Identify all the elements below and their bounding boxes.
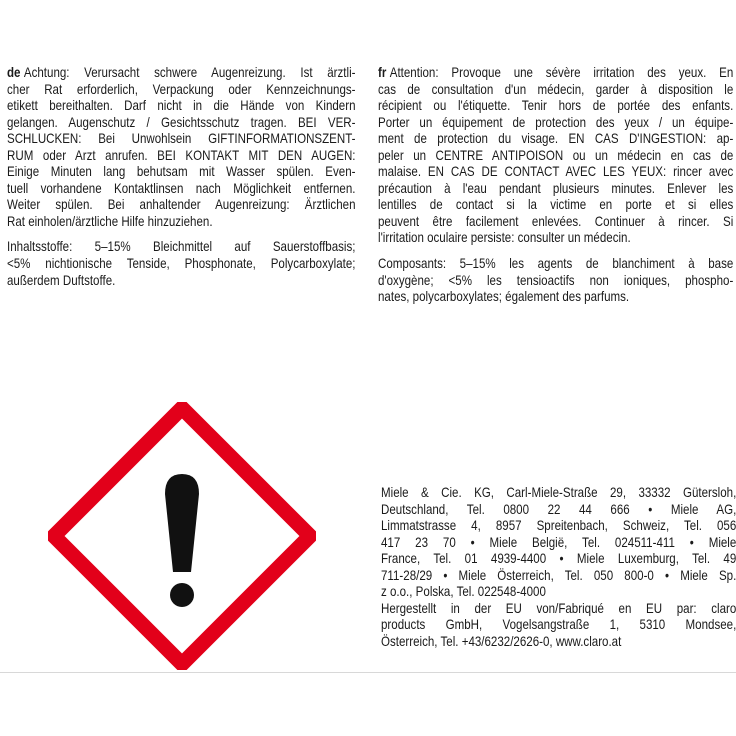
text-line — [7, 239, 356, 256]
text-line-content: <5% nichtionische Tenside, Phosphonate, Polycarboxylate; — [7, 256, 356, 272]
text-line — [381, 584, 736, 601]
text-line-content: Composants: 5–15% les agents de blanchiment à base — [378, 256, 734, 272]
text-line-content: peuvent être facilement enlevées. Continuer à rincer. Si — [378, 213, 734, 229]
text-line-content: SCHLUCKEN: Bei Unwohlsein GIFTINFORMATIONSZENT- — [7, 131, 356, 147]
text-line-content: Deutschland, Tel. 0800 22 44 666 • Miele AG, — [381, 501, 736, 517]
text-line-content: etikett bereithalten. Darf nicht in die Hände von Kindern — [7, 98, 356, 114]
text-line-content: l'irritation oculaire persiste: consulter un médecin. — [378, 230, 631, 246]
text-line — [381, 535, 736, 552]
text-line — [378, 98, 733, 115]
text-line — [378, 148, 733, 165]
text-line — [378, 256, 733, 273]
text-line-content: récipient ou l'étiquette. Tenir hors de portée des enfants. — [378, 98, 734, 114]
text-line — [7, 82, 356, 99]
text-line — [381, 518, 736, 535]
text-line-content: d'oxygène; <5% les tensioactifs non ioniques, phospho- — [378, 272, 734, 288]
text-line-content: Einige Minuten lang behutsam mit Wasser spülen. Even- — [7, 164, 356, 180]
text-line-content: peler un CENTRE ANTIPOISON ou un médecin en cas de — [378, 147, 734, 163]
text-line — [7, 181, 356, 198]
text-line — [7, 273, 356, 290]
text-line-content: Weiter spülen. Bei anhaltender Augenreizung: Ärztlichen — [7, 197, 356, 213]
text-line — [378, 82, 733, 99]
text-line-content: précaution à l'eau pendant plusieurs minutes. Enlever les — [378, 180, 734, 196]
text-line-content: Miele & Cie. KG, Carl-Miele-Straße 29, 33332 Gütersloh, — [381, 485, 736, 500]
text-line-content: Österreich, Tel. +43/6232/2626-0, www.claro.at — [381, 633, 622, 649]
text-line-content: ment de protection du visage. EN CAS D'INGESTION: ap- — [378, 131, 734, 147]
text-line — [7, 164, 356, 181]
language-code: fr — [378, 65, 387, 80]
text-line — [378, 214, 733, 231]
text-line-content: RUM oder Arzt anrufen. BEI KONTAKT MIT DEN AUGEN: — [7, 147, 356, 163]
text-line-content: lentilles de contact si la victime en porte et si elles — [378, 197, 734, 213]
french-warning — [378, 65, 733, 247]
text-line — [378, 65, 733, 82]
manufacturer-info — [381, 601, 736, 651]
text-line — [7, 65, 356, 82]
divider-line — [0, 672, 736, 673]
text-line — [378, 131, 733, 148]
miele-addresses — [381, 485, 736, 601]
text-line — [381, 634, 736, 651]
text-line — [381, 502, 736, 519]
text-line-content: products GmbH, Vogelsangstraße 1, 5310 Mondsee, — [381, 617, 736, 633]
text-line — [378, 181, 733, 198]
text-line-content: 711-28/29 • Miele Österreich, Tel. 050 800-0 • Miele Sp. — [381, 567, 736, 583]
german-ingredients — [7, 239, 356, 289]
text-line-content: Porter un équipement de protection des yeux / un équipe- — [378, 114, 734, 130]
text-line — [378, 273, 733, 290]
french-ingredients — [378, 256, 733, 306]
text-line-content: France, Tel. 01 4939-4400 • Miele Luxemburg, Tel. 49 — [381, 551, 736, 567]
text-line-content: z o.o., Polska, Tel. 022548-4000 — [381, 584, 546, 600]
text-line — [7, 115, 356, 132]
manufacturer-addresses — [381, 485, 736, 650]
text-line — [381, 568, 736, 585]
text-line — [7, 197, 356, 214]
text-line — [378, 115, 733, 132]
text-line-content: Attention: Provoque une sévère irritation des yeux. En — [389, 65, 734, 80]
text-line-content: cher Rat erforderlich, Verpackung oder Kennzeichnungs- — [7, 81, 356, 97]
text-line — [378, 230, 733, 247]
text-line — [7, 98, 356, 115]
german-section — [7, 65, 356, 298]
text-line — [378, 164, 733, 181]
text-line-content: Hergestellt in der EU von/Fabriqué en EU par: claro — [381, 600, 736, 616]
text-line — [378, 197, 733, 214]
text-line-content: Inhaltsstoffe: 5–15% Bleichmittel auf Sauerstoffbasis; — [7, 239, 356, 255]
text-line — [381, 601, 736, 618]
text-line — [7, 148, 356, 165]
text-line — [381, 551, 736, 568]
text-line — [378, 289, 733, 306]
text-line — [381, 617, 736, 634]
text-line-content: tuell vorhandene Kontaktlinsen nach Möglichkeit entfernen. — [7, 180, 356, 196]
text-line-content: malaise. EN CAS DE CONTACT AVEC LES YEUX: rincer avec — [378, 164, 734, 180]
text-line-content: Limmatstrasse 4, 8957 Spreitenbach, Schweiz, Tel. 056 — [381, 518, 736, 534]
text-line-content: Achtung: Verursacht schwere Augenreizung. Ist ärztli- — [23, 65, 356, 80]
text-line-content: cas de consultation d'un médecin, garder à disposition le — [378, 81, 734, 97]
text-line — [381, 485, 736, 502]
text-line — [7, 214, 356, 231]
french-section — [378, 65, 733, 315]
text-line — [7, 256, 356, 273]
german-warning — [7, 65, 356, 230]
text-line — [7, 131, 356, 148]
text-line-content: gelangen. Augenschutz / Gesichtsschutz tragen. BEI VER- — [7, 114, 356, 130]
text-line-content: Rat einholen/ärztliche Hilfe hinzuziehen. — [7, 213, 213, 229]
language-code: de — [7, 65, 21, 80]
text-line-content: außerdem Duftstoffe. — [7, 272, 116, 288]
ghs07-exclamation-mark-icon — [48, 402, 316, 670]
text-line-content: nates, polycarboxylates; également des parfums. — [378, 289, 630, 305]
text-line-content: 417 23 70 • Miele België, Tel. 024511-411 • Miele — [381, 534, 736, 550]
